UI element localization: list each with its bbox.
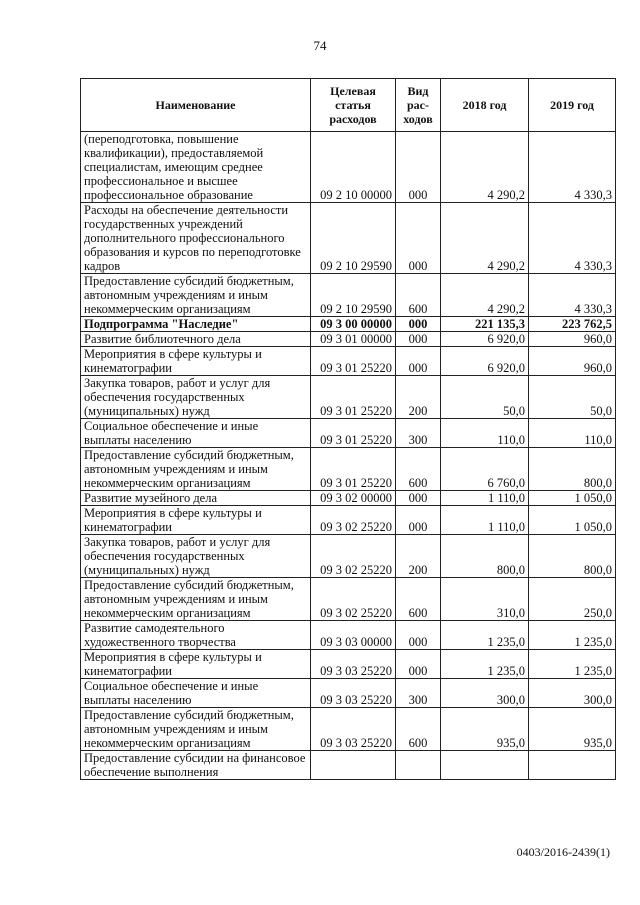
row-2019-cell: 1 235,0	[529, 621, 616, 650]
table-row	[81, 332, 616, 347]
row-target-code-cell: 09 3 00 00000	[311, 317, 396, 332]
table-row	[81, 578, 616, 621]
row-2018-cell: 800,0	[441, 535, 529, 578]
row-2018-cell: 1 235,0	[441, 621, 529, 650]
row-name-cell: Подпрограмма "Наследие"	[81, 317, 311, 332]
table-row	[81, 317, 616, 332]
row-2019-cell: 960,0	[529, 347, 616, 376]
row-expense-kind-cell: 300	[396, 679, 441, 708]
row-2018-cell: 4 290,2	[441, 203, 529, 274]
row-2019-cell: 1 050,0	[529, 491, 616, 506]
row-name-cell: (переподготовка, повышение квалификации), предоставляемой специалистам, имеющим среднее профессиональное и высшее профессиональное образование	[81, 132, 311, 203]
table-row	[81, 203, 616, 274]
row-expense-kind-cell: 600	[396, 274, 441, 317]
row-expense-kind-cell: 600	[396, 448, 441, 491]
row-name-cell: Мероприятия в сфере культуры и кинематографии	[81, 506, 311, 535]
row-target-code-cell: 09 2 10 29590	[311, 203, 396, 274]
row-2019-cell: 50,0	[529, 376, 616, 419]
row-expense-kind-cell: 600	[396, 578, 441, 621]
row-name-cell: Предоставление субсидии на финансовое обеспечение выполнения	[81, 751, 311, 780]
table-row	[81, 274, 616, 317]
row-target-code-cell: 09 3 02 00000	[311, 491, 396, 506]
row-name-cell: Развитие музейного дела	[81, 491, 311, 506]
row-2019-cell: 1 050,0	[529, 506, 616, 535]
row-expense-kind-cell: 000	[396, 347, 441, 376]
table-row	[81, 535, 616, 578]
table-row	[81, 491, 616, 506]
table-row	[81, 679, 616, 708]
table-row	[81, 650, 616, 679]
header-target-code: Целевая статья расходов	[311, 79, 396, 132]
row-expense-kind-cell: 200	[396, 376, 441, 419]
row-2018-cell: 300,0	[441, 679, 529, 708]
document-code: 0403/2016-2439(1)	[516, 845, 610, 859]
row-name-cell: Развитие библиотечного дела	[81, 332, 311, 347]
header-2019: 2019 год	[529, 79, 616, 132]
row-2018-cell: 1 110,0	[441, 491, 529, 506]
row-2018-cell: 50,0	[441, 376, 529, 419]
row-target-code-cell: 09 3 02 25220	[311, 506, 396, 535]
row-expense-kind-cell: 000	[396, 621, 441, 650]
table-row	[81, 376, 616, 419]
row-target-code-cell: 09 3 01 25220	[311, 376, 396, 419]
row-2018-cell: 1 110,0	[441, 506, 529, 535]
header-name: Наименование	[81, 79, 311, 132]
row-name-cell: Социальное обеспечение и иные выплаты населению	[81, 679, 311, 708]
row-expense-kind-cell: 000	[396, 132, 441, 203]
row-name-cell: Мероприятия в сфере культуры и кинематографии	[81, 650, 311, 679]
row-2018-cell: 6 760,0	[441, 448, 529, 491]
row-name-cell: Закупка товаров, работ и услуг для обеспечения государственных (муниципальных) нужд	[81, 535, 311, 578]
row-2019-cell: 935,0	[529, 708, 616, 751]
row-2018-cell: 4 290,2	[441, 274, 529, 317]
row-expense-kind-cell: 000	[396, 317, 441, 332]
row-name-cell: Социальное обеспечение и иные выплаты населению	[81, 419, 311, 448]
row-name-cell: Закупка товаров, работ и услуг для обеспечения государственных (муниципальных) нужд	[81, 376, 311, 419]
row-expense-kind-cell: 000	[396, 332, 441, 347]
row-2019-cell: 300,0	[529, 679, 616, 708]
row-target-code-cell: 09 3 01 25220	[311, 448, 396, 491]
row-2019-cell: 110,0	[529, 419, 616, 448]
row-expense-kind-cell: 000	[396, 491, 441, 506]
row-expense-kind-cell: 300	[396, 419, 441, 448]
row-name-cell: Предоставление субсидий бюджетным, автономным учреждениям и иным некоммерческим организациям	[81, 578, 311, 621]
row-target-code-cell	[311, 751, 396, 780]
row-expense-kind-cell: 000	[396, 203, 441, 274]
page-number: 74	[313, 38, 327, 53]
row-expense-kind-cell: 000	[396, 650, 441, 679]
row-expense-kind-cell: 000	[396, 506, 441, 535]
table-row	[81, 621, 616, 650]
row-target-code-cell: 09 3 01 25220	[311, 419, 396, 448]
row-2018-cell: 221 135,3	[441, 317, 529, 332]
row-2018-cell: 6 920,0	[441, 347, 529, 376]
row-2019-cell: 960,0	[529, 332, 616, 347]
row-2019-cell: 4 330,3	[529, 274, 616, 317]
table-row	[81, 708, 616, 751]
row-target-code-cell: 09 3 01 25220	[311, 347, 396, 376]
row-name-cell: Предоставление субсидий бюджетным, автономным учреждениям и иным некоммерческим организациям	[81, 708, 311, 751]
table-row	[81, 347, 616, 376]
table-row	[81, 751, 616, 780]
header-expense-kind: Вид рас-ходов	[396, 79, 441, 132]
table-row	[81, 448, 616, 491]
table-row	[81, 419, 616, 448]
row-target-code-cell: 09 3 03 25220	[311, 679, 396, 708]
row-2019-cell: 1 235,0	[529, 650, 616, 679]
row-target-code-cell: 09 3 02 25220	[311, 578, 396, 621]
row-name-cell: Расходы на обеспечение деятельности государственных учреждений дополнительного профессионального образования и курсов по переподготовке кадров	[81, 203, 311, 274]
row-2018-cell: 935,0	[441, 708, 529, 751]
row-expense-kind-cell: 200	[396, 535, 441, 578]
header-2018: 2018 год	[441, 79, 529, 132]
row-target-code-cell: 09 3 01 00000	[311, 332, 396, 347]
row-2018-cell: 110,0	[441, 419, 529, 448]
row-target-code-cell: 09 3 03 00000	[311, 621, 396, 650]
row-name-cell: Предоставление субсидий бюджетным, автономным учреждениям и иным некоммерческим организациям	[81, 274, 311, 317]
row-target-code-cell: 09 3 03 25220	[311, 650, 396, 679]
row-2018-cell: 4 290,2	[441, 132, 529, 203]
row-2018-cell: 6 920,0	[441, 332, 529, 347]
row-expense-kind-cell: 600	[396, 708, 441, 751]
row-2018-cell: 1 235,0	[441, 650, 529, 679]
row-2018-cell: 310,0	[441, 578, 529, 621]
budget-table	[80, 78, 616, 780]
row-target-code-cell: 09 2 10 29590	[311, 274, 396, 317]
row-name-cell: Мероприятия в сфере культуры и кинематографии	[81, 347, 311, 376]
row-2019-cell: 250,0	[529, 578, 616, 621]
row-2018-cell	[441, 751, 529, 780]
row-2019-cell	[529, 751, 616, 780]
row-target-code-cell: 09 2 10 00000	[311, 132, 396, 203]
row-name-cell: Развитие самодеятельного художественного творчества	[81, 621, 311, 650]
row-target-code-cell: 09 3 02 25220	[311, 535, 396, 578]
row-2019-cell: 223 762,5	[529, 317, 616, 332]
row-target-code-cell: 09 3 03 25220	[311, 708, 396, 751]
row-2019-cell: 4 330,3	[529, 203, 616, 274]
row-expense-kind-cell	[396, 751, 441, 780]
table-row	[81, 506, 616, 535]
row-2019-cell: 800,0	[529, 448, 616, 491]
row-name-cell: Предоставление субсидий бюджетным, автономным учреждениям и иным некоммерческим организациям	[81, 448, 311, 491]
table-body	[81, 132, 616, 780]
row-2019-cell: 800,0	[529, 535, 616, 578]
table-row	[81, 132, 616, 203]
row-2019-cell: 4 330,3	[529, 132, 616, 203]
table-header-row	[81, 79, 616, 132]
